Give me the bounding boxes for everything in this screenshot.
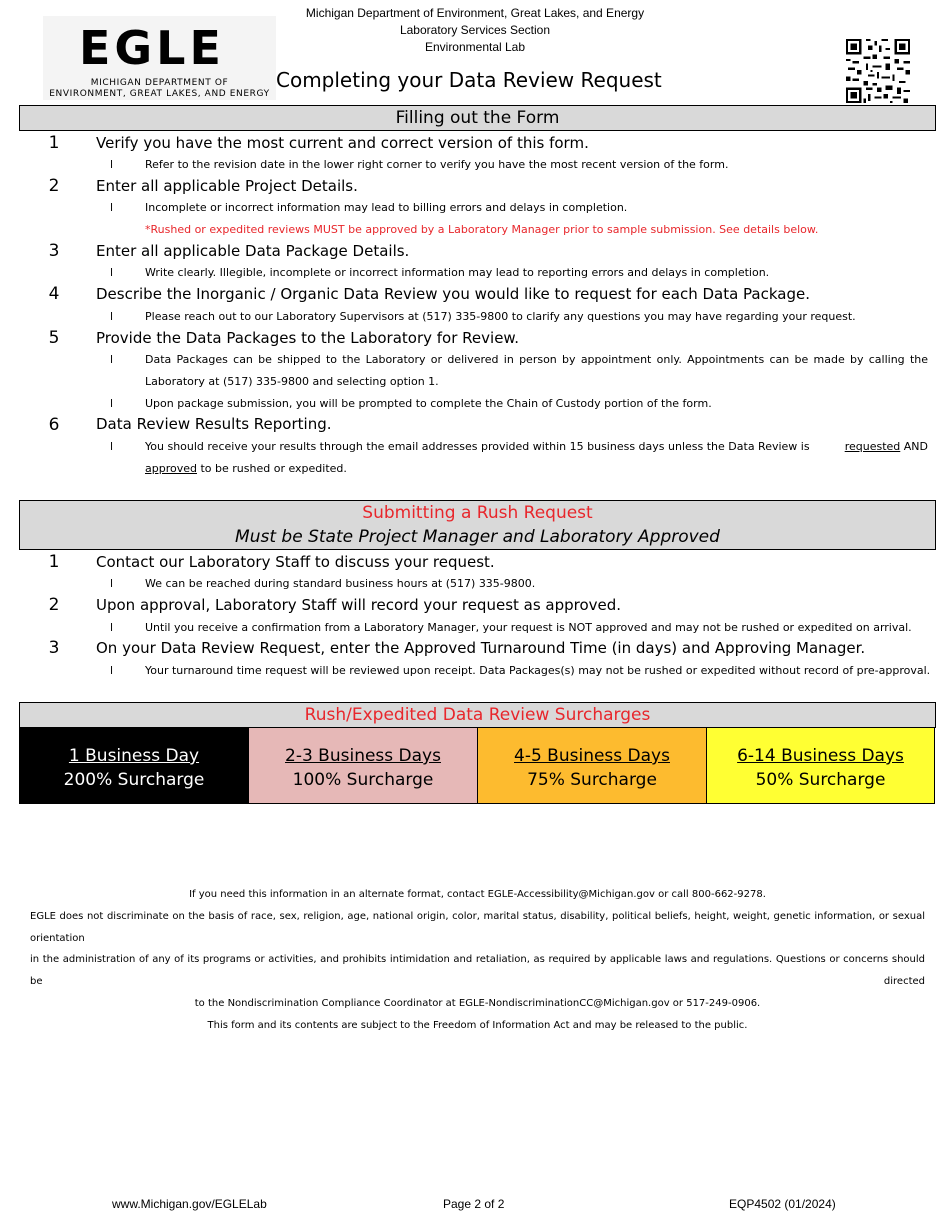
step-number: 4	[48, 284, 60, 304]
bullet-icon: l	[110, 621, 114, 634]
foia-notice: This form and its contents are subject to the Freedom of Information Act and may be released to the public.	[207, 1019, 748, 1031]
form-section-title: Filling out the Form	[395, 108, 560, 128]
step-bullet-emphasis	[845, 436, 928, 458]
step-text: Provide the Data Packages to the Laboratory for Review.	[96, 329, 520, 347]
footer-website: www.Michigan.gov/EGLELab	[112, 1197, 267, 1211]
nondiscrimination-notice: EGLE does not discriminate on the basis of race, sex, religion, age, national origin, color, marital status, disability, political beliefs, height, weight, genetic information, or sexual orientation	[30, 910, 925, 944]
surcharge-header	[19, 702, 936, 728]
bullet-icon: l	[110, 664, 114, 677]
rush-section-title: Submitting a Rush Request	[362, 503, 593, 523]
approved-emphasis: approved	[145, 462, 197, 475]
tier-days: 4-5 Business Days	[514, 746, 670, 766]
step-bullet-text: You should receive your results through the email addresses provided within 15 business days unless the Data Review is	[145, 440, 810, 453]
step-bullet-continued: Laboratory at (517) 335-9800 and selecting option 1.	[145, 375, 439, 388]
step-bullet-text: to be rushed or expedited.	[200, 462, 347, 475]
step-text: Describe the Inorganic / Organic Data Review you would like to request for each Data Package.	[96, 285, 810, 303]
tier-surcharge: 100% Surcharge	[292, 770, 434, 790]
step-number: 2	[48, 595, 60, 615]
and-word: AND	[903, 440, 928, 453]
bullet-icon: l	[110, 266, 114, 279]
step-bullet: Incomplete or incorrect information may lead to billing errors and delays in completion.	[145, 201, 628, 214]
surcharge-title: Rush/Expedited Data Review Surcharges	[304, 705, 651, 725]
nondiscrimination-notice-cont: in the administration of any of its programs or activities, and prohibits intimidation and retaliation, as required by applicable laws and regulations. Questions or concerns should be directed	[30, 954, 925, 988]
tier-surcharge: 200% Surcharge	[63, 770, 205, 790]
agency-lab: Environmental Lab	[424, 40, 526, 54]
step-text: On your Data Review Request, enter the Approved Turnaround Time (in days) and Approving Manager.	[96, 639, 866, 657]
bullet-icon: l	[110, 353, 114, 366]
step-number: 3	[48, 638, 60, 658]
tier-days: 2-3 Business Days	[285, 746, 441, 766]
step-text: Enter all applicable Project Details.	[96, 177, 358, 195]
logo-subtitle-line1: MICHIGAN DEPARTMENT OF	[90, 78, 229, 88]
logo-subtitle-line2: ENVIRONMENT, GREAT LAKES, AND ENERGY	[49, 89, 270, 99]
step-number: 3	[48, 241, 60, 261]
rush-section-header	[19, 500, 936, 550]
bullet-icon: l	[110, 397, 114, 410]
bullet-icon: l	[110, 310, 114, 323]
step-text: Enter all applicable Data Package Details.	[96, 242, 410, 260]
logo-wordmark: EGLE	[79, 21, 225, 75]
rush-section-subtitle: Must be State Project Manager and Laboratory Approved	[235, 527, 720, 547]
step-number: 1	[48, 552, 60, 572]
agency-section: Laboratory Services Section	[399, 23, 551, 37]
step-bullet: Data Packages can be shipped to the Laboratory or delivered in person by appointment only. Appointments can be made by calling the	[145, 353, 928, 366]
surcharge-tier-1-day	[19, 727, 249, 804]
tier-days: 6-14 Business Days	[737, 746, 904, 766]
bullet-icon: l	[110, 201, 114, 214]
step-bullet: We can be reached during standard business hours at (517) 335-9800.	[145, 577, 536, 590]
step-number: 5	[48, 328, 60, 348]
step-bullet	[145, 436, 928, 458]
tier-surcharge: 75% Surcharge	[527, 770, 657, 790]
rush-approval-warning: *Rushed or expedited reviews MUST be approved by a Laboratory Manager prior to sample submission. See details below.	[145, 223, 819, 236]
bullet-icon: l	[110, 158, 114, 171]
agency-block	[285, 5, 665, 56]
surcharge-tier-2-3-days	[248, 727, 478, 804]
agency-name: Michigan Department of Environment, Great Lakes, and Energy	[305, 6, 645, 20]
step-number: 6	[48, 415, 60, 435]
tier-days: 1 Business Day	[68, 746, 200, 766]
requested-emphasis: requested	[844, 440, 901, 453]
bullet-icon: l	[110, 577, 114, 590]
qr-code-icon	[846, 39, 910, 103]
step-bullet: Please reach out to our Laboratory Supervisors at (517) 335-9800 to clarify any questions you may have regarding your request.	[145, 310, 856, 323]
step-bullet: Upon package submission, you will be prompted to complete the Chain of Custody portion of the form.	[145, 397, 712, 410]
step-bullet: Write clearly. Illegible, incomplete or incorrect information may lead to reporting errors and delays in completion.	[145, 266, 770, 279]
step-text: Data Review Results Reporting.	[96, 415, 332, 433]
step-bullet: Your turnaround time request will be reviewed upon receipt. Data Packages(s) may not be rushed or expedited without record of pre-approval.	[145, 664, 931, 677]
step-text: Contact our Laboratory Staff to discuss your request.	[96, 553, 495, 571]
step-number: 1	[48, 133, 60, 153]
legal-notice	[30, 884, 925, 1037]
page-title: Completing your Data Review Request	[276, 68, 662, 92]
surcharge-tier-4-5-days	[477, 727, 707, 804]
egle-logo	[43, 16, 276, 100]
tier-surcharge: 50% Surcharge	[755, 770, 886, 790]
step-bullet: Until you receive a confirmation from a Laboratory Manager, your request is NOT approved and may not be rushed or expedited on arrival.	[145, 621, 912, 634]
step-bullet-continued	[145, 458, 928, 480]
form-section-header	[19, 105, 936, 131]
surcharge-tier-6-14-days	[706, 727, 935, 804]
step-number: 2	[48, 176, 60, 196]
footer-form-id: EQP4502 (01/2024)	[729, 1197, 836, 1211]
step-text: Upon approval, Laboratory Staff will record your request as approved.	[96, 596, 622, 614]
bullet-icon: l	[110, 440, 114, 453]
step-bullet: Refer to the revision date in the lower right corner to verify you have the most recent version of the form.	[145, 158, 729, 171]
nondiscrimination-contact: to the Nondiscrimination Compliance Coordinator at EGLE-NondiscriminationCC@Michigan.gov or 517-249-0906.	[194, 997, 761, 1009]
footer-page-number: Page 2 of 2	[443, 1197, 505, 1211]
step-text: Verify you have the most current and correct version of this form.	[96, 134, 589, 152]
accessibility-notice: If you need this information in an alternate format, contact EGLE-Accessibility@Michigan.gov or call 800-662-9278.	[189, 889, 766, 900]
